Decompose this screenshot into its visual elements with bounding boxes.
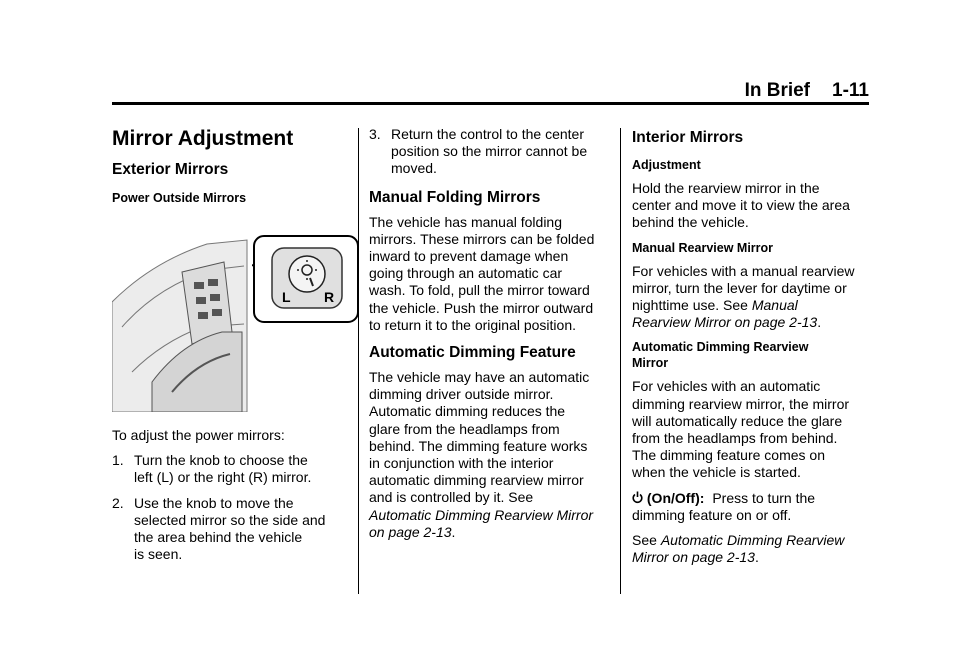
punctuation: . xyxy=(451,523,456,540)
mirror-knob-callout xyxy=(252,234,362,326)
text-line: Press to turn the xyxy=(712,489,816,506)
list-number: 3. xyxy=(369,126,381,142)
text-line: mirror, turn the lever for daytime or xyxy=(632,279,847,296)
mirror-knob-drawing xyxy=(252,234,362,326)
text-line: inward to prevent damage when xyxy=(369,248,569,265)
subheading-power-outside-mirrors: Power Outside Mirrors xyxy=(112,191,247,205)
text-line: dimming feature on or off. xyxy=(632,506,792,523)
heading-manual-folding-mirrors: Manual Folding Mirrors xyxy=(369,188,541,206)
list-item-3 xyxy=(369,126,609,178)
knob-label-left: L xyxy=(282,289,291,305)
text-line: automatic dimming rearview mirror xyxy=(369,472,584,489)
power-icon xyxy=(632,491,643,504)
list-item-1 xyxy=(112,452,350,486)
cross-reference-link[interactable]: Manual xyxy=(751,297,798,314)
text-line: will automatically reduce the glare xyxy=(632,412,843,429)
on-off-label: (On/Off): xyxy=(646,489,705,506)
text-line: from the headlamps from behind. xyxy=(632,430,838,447)
list-number: 1. xyxy=(112,452,124,469)
heading-automatic-dimming-feature: Automatic Dimming Feature xyxy=(369,344,576,362)
text-line: and is controlled by it. See xyxy=(369,489,534,506)
knob-label-right: R xyxy=(324,289,335,305)
list-line: Turn the knob to choose the xyxy=(134,452,308,469)
text-line: wash. To fold, pull the mirror toward xyxy=(369,282,590,299)
manual-paragraph xyxy=(632,263,870,332)
section-title: In Brief xyxy=(744,80,811,101)
text-line: nighttime use. See xyxy=(632,297,752,314)
cross-reference-link[interactable]: Mirror on page 2-13 xyxy=(632,549,755,566)
subheading-automatic-dimming-rearview-mirror xyxy=(632,339,870,371)
heading-line: Mirror xyxy=(632,356,669,371)
text-line: Hold the rearview mirror in the xyxy=(632,180,820,196)
punctuation: . xyxy=(817,314,822,331)
list-line: is seen. xyxy=(134,546,183,563)
intro-text: To adjust the power mirrors: xyxy=(112,427,285,443)
punctuation: . xyxy=(754,549,759,566)
column-2 xyxy=(369,126,609,541)
text-line: glare from the headlamps from xyxy=(369,420,560,437)
cross-reference-link[interactable]: on page 2-13 xyxy=(369,523,452,540)
text-line: going through an automatic car xyxy=(369,265,563,282)
subheading-adjustment: Adjustment xyxy=(632,158,701,172)
header-text xyxy=(745,80,869,102)
text-line: Automatic dimming reduces the xyxy=(369,403,566,420)
text-line: behind the vehicle. xyxy=(632,214,749,231)
text-line: See xyxy=(632,532,661,549)
text-line: in conjunction with the interior xyxy=(369,455,554,472)
list-line: position so the mirror cannot be xyxy=(391,143,588,160)
list-number: 2. xyxy=(112,494,124,511)
column-1 xyxy=(112,122,350,563)
text-line: the vehicle. Push the mirror outward xyxy=(369,299,594,316)
text-line: to return it to the original position. xyxy=(369,316,577,333)
door-mirror-control-illustration xyxy=(112,232,262,412)
text-line: dimming rearview mirror, the mirror xyxy=(632,395,850,412)
list-line: the area behind the vehicle xyxy=(134,529,303,546)
cross-reference-link[interactable]: Automatic Dimming Rearview xyxy=(660,532,845,549)
subheading-exterior-mirrors: Exterior Mirrors xyxy=(112,161,229,178)
door-panel-drawing xyxy=(112,232,262,412)
list-line: Return the control to the center xyxy=(391,126,584,142)
on-off-paragraph xyxy=(632,490,870,524)
cross-reference-link[interactable]: Rearview Mirror on page 2-13 xyxy=(632,314,818,331)
text-line: For vehicles with an automatic xyxy=(632,378,821,395)
text-line: when the vehicle is started. xyxy=(632,464,801,481)
text-line: behind. The dimming feature works xyxy=(369,437,588,454)
text-line: The vehicle may have an automatic xyxy=(369,369,590,386)
heading-line: Automatic Dimming Rearview xyxy=(632,340,809,355)
folding-paragraph xyxy=(369,214,609,334)
header-rule xyxy=(112,102,869,105)
list-line: selected mirror so the side and xyxy=(134,511,326,528)
see-paragraph xyxy=(632,532,870,566)
heading-interior-mirrors: Interior Mirrors xyxy=(632,129,744,146)
adjustment-paragraph xyxy=(632,180,870,232)
text-line: mirrors. These mirrors can be folded xyxy=(369,230,595,247)
text-line: The dimming feature comes on xyxy=(632,447,825,464)
list-line: left (L) or the right (R) mirror. xyxy=(134,469,312,486)
cross-reference-link[interactable]: Automatic Dimming Rearview Mirror xyxy=(369,506,594,523)
auto-dimming-paragraph xyxy=(632,378,870,481)
text-line: center and move it to view the area xyxy=(632,197,850,214)
column-3 xyxy=(632,128,870,566)
column-divider-1 xyxy=(358,128,359,594)
section-heading: Mirror Adjustment xyxy=(112,127,294,150)
list-line: Use the knob to move the xyxy=(134,494,294,511)
list-line: moved. xyxy=(391,160,437,177)
text-line: For vehicles with a manual rearview xyxy=(632,262,855,279)
page-number: 1-11 xyxy=(832,80,869,101)
text-line: dimming driver outside mirror. xyxy=(369,386,554,403)
column-divider-2 xyxy=(620,128,621,594)
text-line: The vehicle has manual folding xyxy=(369,213,563,230)
subheading-manual-rearview-mirror: Manual Rearview Mirror xyxy=(632,240,774,255)
dimming-paragraph xyxy=(369,369,609,541)
list-item-2 xyxy=(112,495,350,564)
